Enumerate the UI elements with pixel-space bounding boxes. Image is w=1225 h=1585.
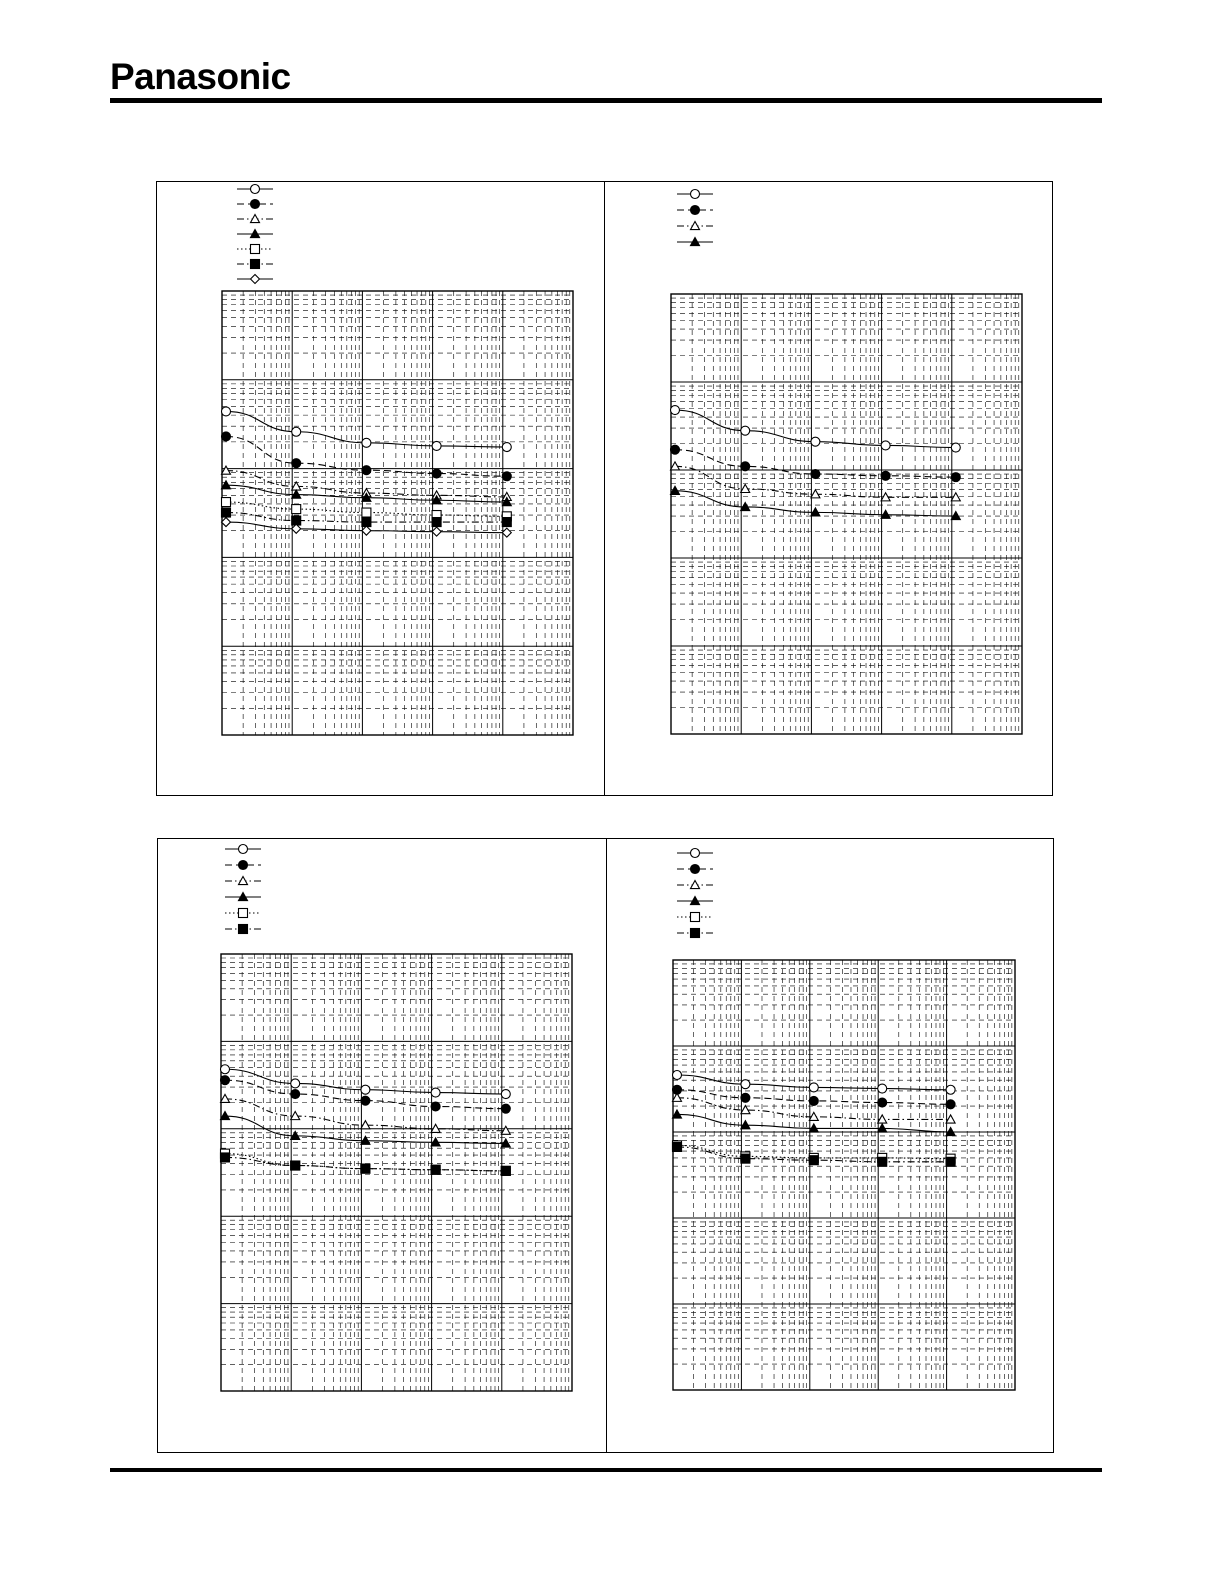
legend-marker [239, 845, 248, 854]
legend-marker [239, 861, 248, 870]
legend-marker [691, 206, 700, 215]
legend-entry-3 [237, 215, 273, 223]
data-point [881, 441, 890, 450]
series-6 [221, 1153, 511, 1175]
data-point [292, 427, 301, 436]
data-point [951, 493, 960, 501]
data-point [809, 1083, 818, 1092]
data-point [432, 441, 441, 450]
data-point [741, 462, 750, 471]
data-point [221, 1153, 230, 1162]
data-point [362, 438, 371, 447]
data-point [673, 1142, 682, 1151]
legend-entry-1 [677, 849, 713, 858]
series-1 [221, 1065, 511, 1099]
data-point [291, 1161, 300, 1170]
chart-4 [673, 849, 1016, 1391]
legend-marker [251, 185, 260, 194]
data-point [432, 518, 441, 527]
legend-marker [251, 275, 260, 284]
data-point [432, 527, 441, 536]
data-point [502, 518, 511, 527]
legend-marker [251, 245, 260, 254]
data-point [292, 459, 301, 468]
data-point [502, 443, 511, 452]
chart-1 [222, 185, 574, 736]
data-point [811, 437, 820, 446]
data-point [222, 432, 231, 441]
data-point [878, 1098, 887, 1107]
data-point [946, 1100, 955, 1109]
chart-grid [671, 294, 1022, 734]
data-point [673, 1071, 682, 1080]
data-point [501, 1166, 510, 1175]
data-point [741, 426, 750, 435]
legend-marker [251, 260, 260, 269]
data-point [432, 469, 441, 478]
legend-marker [239, 925, 248, 934]
legend-entry-6 [677, 929, 713, 938]
series-1 [222, 407, 512, 452]
data-point [809, 1156, 818, 1165]
data-point [671, 406, 680, 415]
chart-grid [673, 960, 1015, 1390]
data-point [362, 526, 371, 535]
data-point [361, 1164, 370, 1173]
legend-marker [251, 200, 260, 209]
data-point [741, 1154, 750, 1163]
data-point [431, 1088, 440, 1097]
legend-entry-4 [677, 238, 713, 246]
legend-marker [691, 913, 700, 922]
legend-marker [691, 849, 700, 858]
data-point [946, 1085, 955, 1094]
data-point [501, 1104, 510, 1113]
legend-entry-1 [237, 185, 273, 194]
data-point [222, 498, 231, 507]
data-point [362, 508, 371, 517]
series-1 [671, 406, 961, 452]
series-2 [671, 445, 961, 481]
data-point [222, 407, 231, 416]
data-point [291, 1079, 300, 1088]
legend-entry-4 [237, 230, 273, 238]
legend-entry-4 [677, 897, 713, 905]
data-point [502, 472, 511, 481]
data-point [221, 1065, 230, 1074]
legend-entry-2 [677, 206, 713, 215]
data-point [221, 1076, 230, 1085]
data-point [361, 1096, 370, 1105]
data-point [362, 518, 371, 527]
data-point [671, 445, 680, 454]
data-point [741, 1093, 750, 1102]
data-point [292, 524, 301, 533]
chart-2 [671, 190, 1023, 735]
legend-entry-1 [225, 845, 261, 854]
data-point [431, 1165, 440, 1174]
legend-entry-6 [237, 260, 273, 269]
legend-entry-6 [225, 925, 261, 934]
legend-entry-1 [677, 190, 713, 199]
data-point [878, 1084, 887, 1093]
legend-entry-5 [225, 909, 261, 918]
series-1 [673, 1071, 956, 1095]
data-point [881, 471, 890, 480]
legend-marker [239, 909, 248, 918]
data-point [222, 508, 231, 517]
data-point [809, 1096, 818, 1105]
series-3 [671, 462, 961, 501]
data-point [222, 518, 231, 527]
legend-entry-5 [677, 913, 713, 922]
data-point [951, 473, 960, 482]
legend-entry-3 [677, 881, 713, 889]
plot-frame [221, 954, 572, 1391]
legend-entry-4 [225, 893, 261, 901]
legend-entry-2 [225, 861, 261, 870]
legend-marker [691, 929, 700, 938]
legend-entry-3 [677, 222, 713, 230]
series-4 [222, 481, 512, 506]
data-point [362, 466, 371, 475]
chart-grid [221, 954, 572, 1391]
plot-frame [671, 294, 1022, 734]
legend-entry-7 [237, 275, 273, 284]
chart-3 [221, 845, 573, 1392]
data-point [431, 1102, 440, 1111]
legend-marker [691, 190, 700, 199]
data-point [292, 505, 301, 514]
data-point [811, 470, 820, 479]
legend-marker [691, 865, 700, 874]
data-point [741, 1080, 750, 1089]
data-point [361, 1085, 370, 1094]
plot-frame [673, 960, 1015, 1390]
data-point [878, 1157, 887, 1166]
data-point [946, 1115, 955, 1123]
brand-logo: Panasonic [110, 56, 291, 97]
data-point [951, 443, 960, 452]
legend-entry-2 [237, 200, 273, 209]
legend-entry-2 [677, 865, 713, 874]
legend-entry-5 [237, 245, 273, 254]
data-point [946, 1157, 955, 1166]
data-point [501, 1090, 510, 1099]
legend-entry-3 [225, 877, 261, 885]
data-point [502, 528, 511, 537]
data-point [291, 1090, 300, 1099]
